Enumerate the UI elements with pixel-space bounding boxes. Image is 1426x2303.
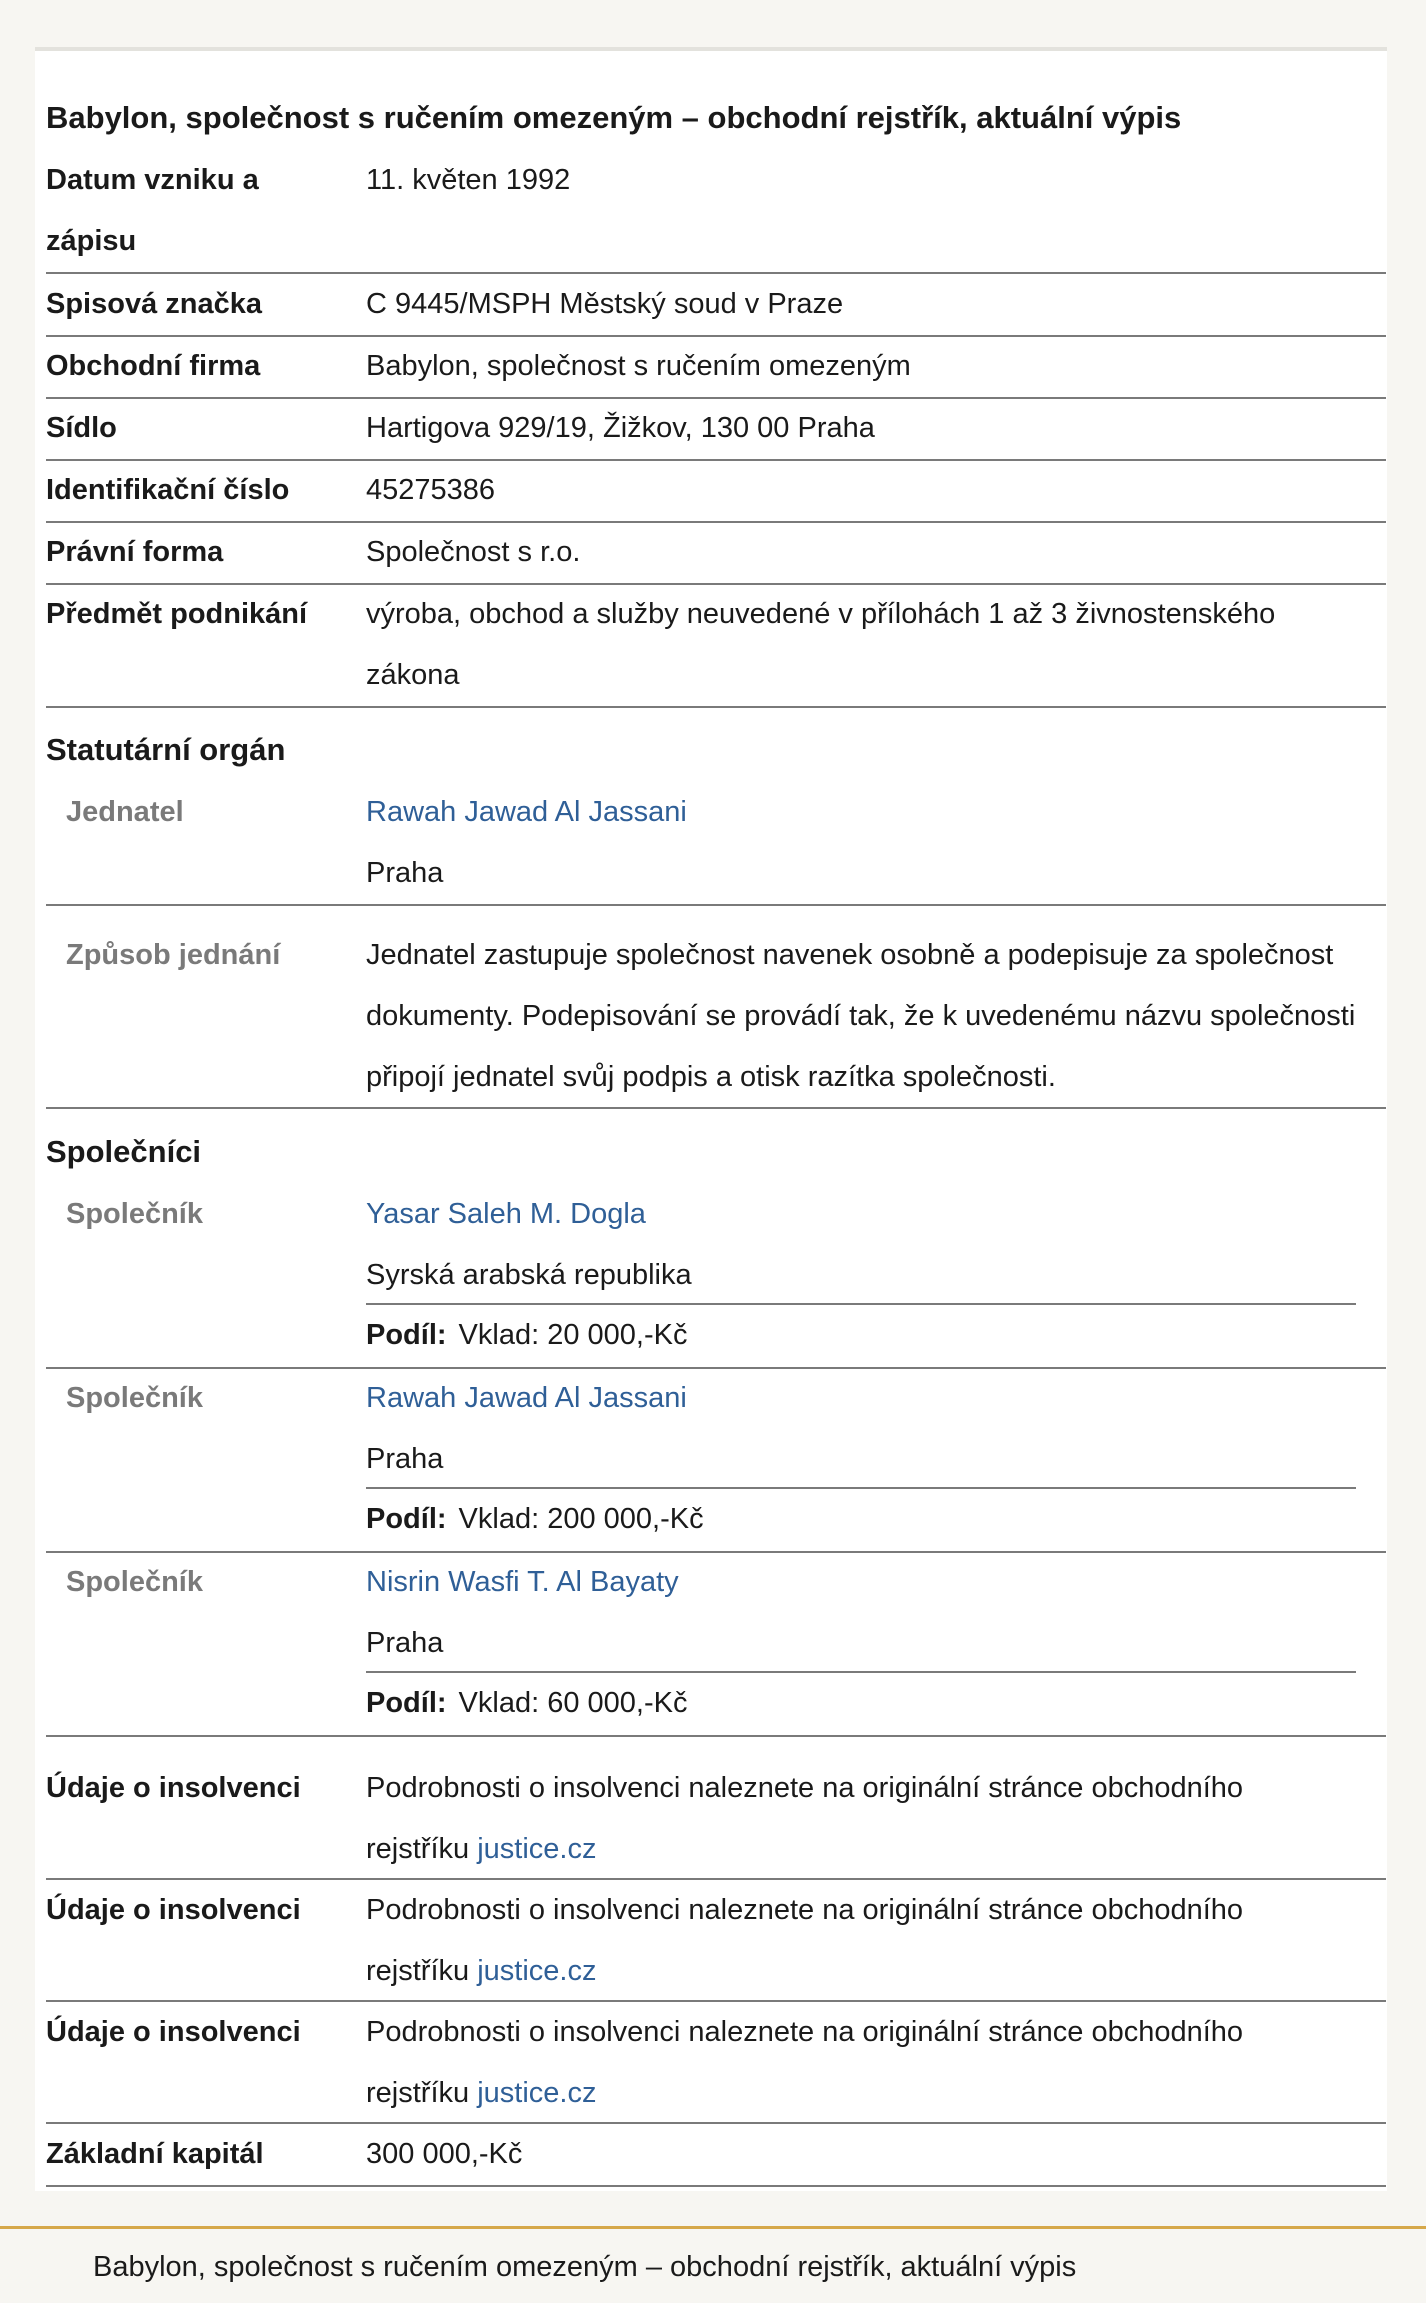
section-heading-partners: Společníci xyxy=(46,1134,202,1169)
row-label: Datum vzniku a zápisu xyxy=(46,164,259,257)
share-value: Vklad: 20 000,-Kč xyxy=(458,1319,688,1351)
row-pravni-forma xyxy=(46,522,1386,585)
row-jednatel xyxy=(46,782,1386,906)
row-label: Právní forma xyxy=(46,536,224,568)
footer xyxy=(0,2226,1426,2303)
share-label: Podíl: xyxy=(366,1503,447,1535)
row-zakladni-kapital xyxy=(46,2124,1386,2187)
partner-row xyxy=(46,1184,1386,1369)
row-value: 300 000,-Kč xyxy=(366,2138,523,2170)
row-value: 45275386 xyxy=(366,474,496,506)
row-insolvence xyxy=(46,1758,1386,1880)
row-identifikacni-cislo xyxy=(46,460,1386,523)
person-link[interactable]: Yasar Saleh M. Dogla xyxy=(366,1198,646,1230)
page-title: Babylon, společnost s ručením omezeným – obchodní rejstřík, aktuální výpis xyxy=(46,100,1182,135)
row-insolvence xyxy=(46,1880,1386,2002)
row-label: Údaje o insolvenci xyxy=(46,2016,301,2048)
row-label: Údaje o insolvenci xyxy=(46,1894,301,1926)
section-heading-statutory: Statutární orgán xyxy=(46,732,286,767)
share-label: Podíl: xyxy=(366,1319,447,1351)
row-predmet-podnikani xyxy=(46,584,1386,708)
row-value: 11. květen 1992 xyxy=(366,164,571,196)
row-value: Jednatel zastupuje společnost navenek osobně a podepisuje za společnost dokumenty. Podepisování se provádí tak, že k uvedenému názvu společnosti připojí jednatel svůj podpis a otisk razítka společnosti. xyxy=(366,939,1356,1093)
person-place: Praha xyxy=(366,857,444,889)
row-value: Babylon, společnost s ručením omezeným xyxy=(366,350,911,382)
row-label: Základní kapitál xyxy=(46,2138,264,2170)
share-value: Vklad: 60 000,-Kč xyxy=(458,1687,688,1719)
row-label: Sídlo xyxy=(46,412,117,444)
share-value: Vklad: 200 000,-Kč xyxy=(458,1503,704,1535)
insolvency-text: Podrobnosti o insolvenci naleznete na originální stránce obchodního rejstříku xyxy=(366,2016,1244,2109)
row-value xyxy=(366,1880,1326,2002)
partner-row xyxy=(46,1368,1386,1553)
person-place: Praha xyxy=(366,1627,444,1659)
person-link[interactable]: Rawah Jawad Al Jassani xyxy=(366,1382,687,1414)
row-label: Obchodní firma xyxy=(46,350,261,382)
row-label: Předmět podnikání xyxy=(46,598,308,630)
row-label: Identifikační číslo xyxy=(46,474,290,506)
row-sidlo xyxy=(46,398,1386,461)
row-value: výroba, obchod a služby neuvedené v přílohách 1 až 3 živnostenského zákona xyxy=(366,598,1276,691)
share-line xyxy=(366,1305,687,1366)
insolvency-text: Podrobnosti o insolvenci naleznete na originální stránce obchodního rejstříku xyxy=(366,1894,1244,1987)
row-value: Společnost s r.o. xyxy=(366,536,581,568)
person-link[interactable]: Rawah Jawad Al Jassani xyxy=(366,796,687,828)
person-place: Praha xyxy=(366,1443,444,1475)
row-label: Způsob jednání xyxy=(66,939,281,971)
row-value xyxy=(366,2002,1326,2124)
row-label: Společník xyxy=(66,1382,203,1414)
footer-title: Babylon, společnost s ručením omezeným – obchodní rejstřík, aktuální výpis xyxy=(93,2251,1077,2283)
row-value: Hartigova 929/19, Žižkov, 130 00 Praha xyxy=(366,412,875,444)
row-insolvence xyxy=(46,2002,1386,2124)
row-datum-vzniku xyxy=(46,150,1386,274)
row-value xyxy=(366,1758,1326,1880)
person-place: Syrská arabská republika xyxy=(366,1259,692,1291)
row-label: Společník xyxy=(66,1198,203,1230)
justice-link[interactable]: justice.cz xyxy=(477,1833,597,1865)
partner-row xyxy=(46,1552,1386,1737)
row-label: Společník xyxy=(66,1566,203,1598)
share-line xyxy=(366,1489,704,1550)
row-label: Údaje o insolvenci xyxy=(46,1772,301,1804)
row-label: Spisová značka xyxy=(46,288,262,320)
row-spisova-znacka xyxy=(46,274,1386,337)
row-label: Jednatel xyxy=(66,796,184,828)
row-zpusob-jednani xyxy=(46,925,1386,1109)
person-link[interactable]: Nisrin Wasfi T. Al Bayaty xyxy=(366,1566,679,1598)
insolvency-text: Podrobnosti o insolvenci naleznete na originální stránce obchodního rejstříku xyxy=(366,1772,1244,1865)
share-label: Podíl: xyxy=(366,1687,447,1719)
share-line xyxy=(366,1673,687,1734)
justice-link[interactable]: justice.cz xyxy=(477,2077,597,2109)
justice-link[interactable]: justice.cz xyxy=(477,1955,597,1987)
row-obchodni-firma xyxy=(46,336,1386,399)
row-value: C 9445/MSPH Městský soud v Praze xyxy=(366,288,844,320)
